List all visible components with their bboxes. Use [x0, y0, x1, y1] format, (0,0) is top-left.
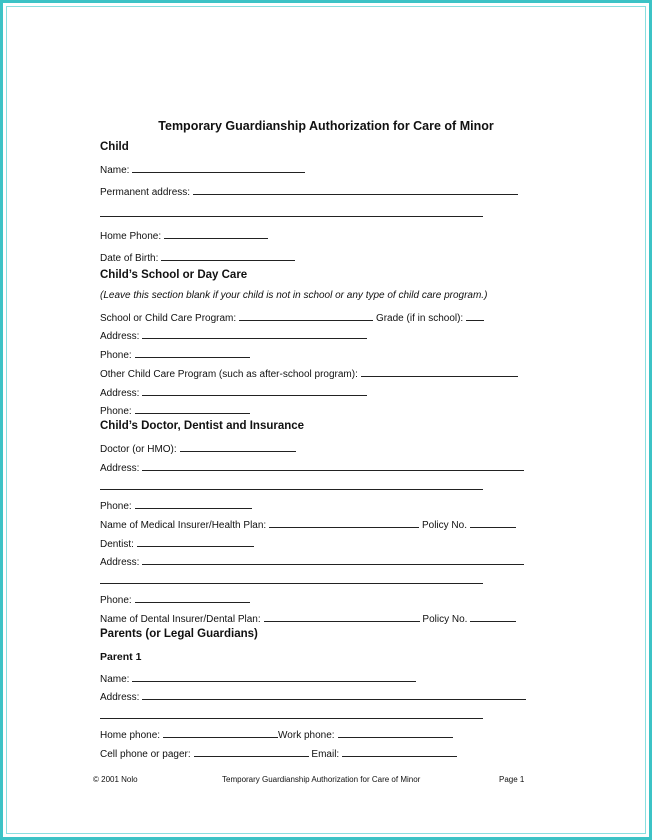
school-grade-label: Grade (if in school):	[375, 313, 464, 324]
parent1-name-blank[interactable]	[132, 670, 416, 682]
school-grade-blank[interactable]	[466, 309, 484, 321]
parent1-email-label: Email:	[311, 749, 340, 760]
parent1-email-blank[interactable]	[342, 745, 457, 757]
dentist-address-field[interactable]	[100, 553, 524, 567]
other-address-label: Address:	[100, 388, 140, 399]
footer-title: Temporary Guardianship Authorization for Care of Minor	[222, 775, 421, 784]
school-program-field[interactable]	[100, 309, 484, 323]
school-program-blank[interactable]	[239, 309, 373, 321]
child-home-phone-label: Home Phone:	[100, 231, 162, 242]
doctor-address-blank[interactable]	[142, 459, 524, 471]
doctor-label: Doctor (or HMO):	[100, 444, 177, 455]
doctor-address-line2[interactable]	[100, 489, 483, 490]
footer-copyright: © 2001 Nolo	[93, 775, 138, 784]
other-phone-field[interactable]	[100, 402, 250, 416]
insurer-blank[interactable]	[269, 516, 419, 528]
child-address-blank[interactable]	[193, 183, 518, 195]
heading-parent1: Parent 1	[100, 651, 142, 663]
child-home-phone-blank[interactable]	[164, 227, 268, 239]
parent1-contact-field[interactable]	[100, 745, 457, 759]
insurer-label: Name of Medical Insurer/Health Plan:	[100, 520, 267, 531]
doctor-phone-label: Phone:	[100, 501, 132, 512]
doctor-address-label: Address:	[100, 463, 140, 474]
parent1-phones-field[interactable]	[100, 726, 453, 740]
child-name-blank[interactable]	[132, 161, 305, 173]
school-note: (Leave this section blank if your child is not in school or any type of child care program.)	[100, 290, 488, 301]
child-address-field[interactable]	[100, 183, 518, 197]
school-address-field[interactable]	[100, 327, 367, 341]
doctor-field[interactable]	[100, 440, 296, 454]
parent1-address-label: Address:	[100, 692, 140, 703]
parent1-work-phone-blank[interactable]	[338, 726, 453, 738]
doctor-address-field[interactable]	[100, 459, 524, 473]
dentist-address-blank[interactable]	[142, 553, 524, 565]
policy-blank[interactable]	[470, 516, 516, 528]
dental-insurer-label: Name of Dental Insurer/Dental Plan:	[100, 614, 261, 625]
parent1-name-field[interactable]	[100, 670, 416, 684]
policy2-blank[interactable]	[470, 610, 516, 622]
child-address-line2[interactable]	[100, 216, 483, 217]
heading-school: Child’s School or Day Care	[100, 269, 248, 281]
child-dob-blank[interactable]	[161, 249, 295, 261]
other-address-field[interactable]	[100, 384, 367, 398]
school-program-label: School or Child Care Program:	[100, 313, 237, 324]
dentist-phone-field[interactable]	[100, 591, 250, 605]
insurer-field[interactable]	[100, 516, 516, 530]
dentist-field[interactable]	[100, 535, 254, 549]
school-address-label: Address:	[100, 331, 140, 342]
other-phone-label: Phone:	[100, 406, 132, 417]
dentist-address-label: Address:	[100, 557, 140, 568]
parent1-home-phone-label: Home phone:	[100, 730, 161, 741]
footer-page-number: Page 1	[499, 775, 525, 784]
school-phone-blank[interactable]	[135, 346, 250, 358]
other-address-blank[interactable]	[142, 384, 367, 396]
school-phone-field[interactable]	[100, 346, 250, 360]
parent1-address-line2[interactable]	[100, 718, 483, 719]
dental-insurer-field[interactable]	[100, 610, 516, 624]
policy-label: Policy No.	[421, 520, 467, 531]
heading-parents: Parents (or Legal Guardians)	[100, 628, 258, 640]
doctor-phone-blank[interactable]	[135, 497, 252, 509]
dental-insurer-blank[interactable]	[264, 610, 420, 622]
child-dob-field[interactable]	[100, 249, 295, 263]
child-address-label: Permanent address:	[100, 187, 191, 198]
child-name-field[interactable]	[100, 161, 305, 175]
school-phone-label: Phone:	[100, 350, 132, 361]
child-home-phone-field[interactable]	[100, 227, 268, 241]
parent1-name-label: Name:	[100, 674, 130, 685]
dentist-phone-blank[interactable]	[135, 591, 250, 603]
parent1-work-phone-label: Work phone:	[278, 730, 335, 741]
parent1-cell-blank[interactable]	[194, 745, 309, 757]
heading-doctor: Child’s Doctor, Dentist and Insurance	[100, 420, 305, 432]
other-program-field[interactable]	[100, 365, 518, 379]
policy2-label: Policy No.	[422, 614, 468, 625]
other-phone-blank[interactable]	[135, 402, 250, 414]
other-program-label: Other Child Care Program (such as after-school program):	[100, 369, 358, 380]
parent1-address-blank[interactable]	[142, 688, 526, 700]
child-name-label: Name:	[100, 165, 130, 176]
parent1-home-phone-blank[interactable]	[163, 726, 278, 738]
child-dob-label: Date of Birth:	[100, 253, 159, 264]
school-address-blank[interactable]	[142, 327, 367, 339]
dentist-address-line2[interactable]	[100, 583, 483, 584]
doctor-blank[interactable]	[180, 440, 296, 452]
dentist-label: Dentist:	[100, 539, 134, 550]
document-title: Temporary Guardianship Authorization for Care of Minor	[158, 119, 494, 133]
other-program-blank[interactable]	[361, 365, 518, 377]
heading-child: Child	[100, 141, 129, 153]
doctor-phone-field[interactable]	[100, 497, 252, 511]
parent1-cell-label: Cell phone or pager:	[100, 749, 191, 760]
parent1-address-field[interactable]	[100, 688, 526, 702]
dentist-phone-label: Phone:	[100, 595, 132, 606]
dentist-blank[interactable]	[137, 535, 254, 547]
